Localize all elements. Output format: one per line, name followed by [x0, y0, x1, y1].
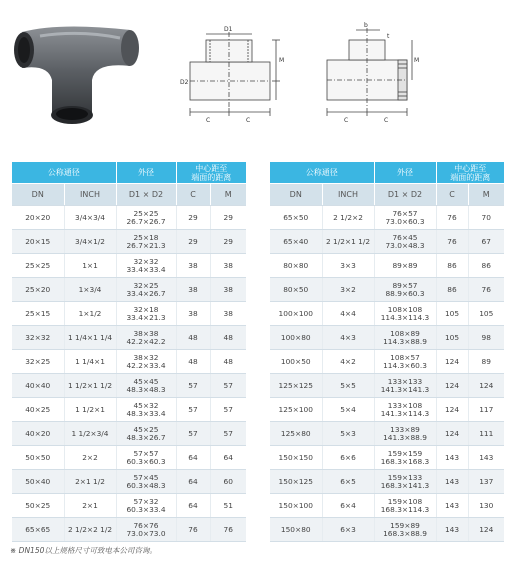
- cell-d1-value: 159×108: [387, 496, 423, 506]
- subheader-dn: DN: [270, 184, 322, 206]
- cell-c: 124: [436, 350, 468, 374]
- table-row: [270, 230, 504, 254]
- table-row: [12, 278, 246, 302]
- cell-m: 70: [468, 206, 504, 230]
- cell-m: 57: [210, 374, 246, 398]
- cell-m: 57: [210, 398, 246, 422]
- cell-d1d2: [374, 398, 436, 422]
- cell-inch: 4×3: [322, 326, 374, 350]
- cell-inch: 2×1 1/2: [64, 470, 116, 494]
- footnote: ※ DN150以上规格尺寸可致电本公司咨询。: [10, 546, 157, 555]
- cell-c: 48: [176, 350, 210, 374]
- cell-c: 143: [436, 470, 468, 494]
- cell-d2-value: 168.3×168.3: [380, 456, 430, 466]
- table-row: [12, 374, 246, 398]
- tee-drawing-butt-weld: [190, 32, 280, 116]
- header-nominal: 公称通径: [270, 162, 374, 184]
- cell-inch: 5×5: [322, 374, 374, 398]
- header-outer: 外径: [374, 162, 436, 184]
- table-row: [270, 254, 504, 278]
- cell-d2-value: 168.3×141.3: [380, 480, 430, 490]
- cell-c: 57: [176, 374, 210, 398]
- cell-m: 86: [468, 254, 504, 278]
- cell-m: 60: [210, 470, 246, 494]
- cell-d2-value: 60.3×60.3: [126, 456, 166, 466]
- cell-d1-value: 32×32: [133, 256, 159, 266]
- cell-m: 117: [468, 398, 504, 422]
- cell-d2-value: 60.3×33.4: [126, 504, 166, 514]
- cell-dn: 50×40: [12, 470, 64, 494]
- cell-c: 86: [436, 278, 468, 302]
- subheader-dn: DN: [12, 184, 64, 206]
- cell-m: 98: [468, 326, 504, 350]
- cell-d1d2: [374, 230, 436, 254]
- cell-inch: 5×3: [322, 422, 374, 446]
- cell-dn: 25×20: [12, 278, 64, 302]
- cell-inch: 1 1/2×1: [64, 398, 116, 422]
- cell-d1-value: 133×89: [390, 424, 420, 434]
- cell-d1-value: 133×108: [387, 400, 423, 410]
- table-row: [12, 422, 246, 446]
- cell-inch: 1 1/4×1 1/4: [64, 326, 116, 350]
- cell-m: 51: [210, 494, 246, 518]
- cell-dn: 80×80: [270, 254, 322, 278]
- cell-dn: 20×20: [12, 206, 64, 230]
- cell-d2-value: 33.4×21.3: [126, 312, 166, 322]
- header-center-line1: 中心距至: [454, 163, 487, 173]
- cell-dn: 40×25: [12, 398, 64, 422]
- cell-inch: 2×2: [64, 446, 116, 470]
- cell-inch: 1×3/4: [64, 278, 116, 302]
- subheader-m: M: [210, 184, 246, 206]
- cell-dn: 125×125: [270, 374, 322, 398]
- cell-dn: 100×100: [270, 302, 322, 326]
- cell-c: 76: [436, 230, 468, 254]
- table-row: [12, 254, 246, 278]
- cell-d2-value: 42.2×42.2: [126, 336, 166, 346]
- cell-inch: 4×4: [322, 302, 374, 326]
- cell-dn: 32×25: [12, 350, 64, 374]
- table-row: [270, 302, 504, 326]
- cell-d1d2: [116, 470, 176, 494]
- cell-d1d2: [374, 326, 436, 350]
- cell-d2-value: 42.2×33.4: [126, 360, 166, 370]
- cell-inch: 1×1: [64, 254, 116, 278]
- cell-d1-value: 25×18: [133, 232, 159, 242]
- label-m-thread: M: [414, 57, 420, 64]
- table-row: [270, 518, 504, 542]
- cell-dn: 50×25: [12, 494, 64, 518]
- cell-inch: 1×1/2: [64, 302, 116, 326]
- cell-dn: 125×100: [270, 398, 322, 422]
- cell-d1-value: 45×25: [133, 424, 159, 434]
- table-row: [270, 422, 504, 446]
- cell-d1d2: [116, 494, 176, 518]
- table-row: [12, 518, 246, 542]
- cell-c: 76: [176, 518, 210, 542]
- table-row: [270, 206, 504, 230]
- cell-d1d2: [116, 398, 176, 422]
- cell-m: 130: [468, 494, 504, 518]
- cell-d1d2: [116, 422, 176, 446]
- table-row: [270, 278, 504, 302]
- cell-inch: 6×3: [322, 518, 374, 542]
- cell-d2-value: 168.3×114.3: [380, 504, 430, 514]
- cell-d1-value: 89×89: [392, 260, 418, 270]
- cell-m: 76: [468, 278, 504, 302]
- cell-d1d2: [374, 470, 436, 494]
- label-c-left: C: [206, 117, 211, 124]
- cell-m: 29: [210, 230, 246, 254]
- cell-inch: 5×4: [322, 398, 374, 422]
- cell-d1d2: [116, 278, 176, 302]
- table-row: [12, 398, 246, 422]
- size-table-right: [270, 162, 504, 542]
- cell-c: 38: [176, 302, 210, 326]
- cell-d1d2: [116, 350, 176, 374]
- cell-inch: 6×5: [322, 470, 374, 494]
- table-row: [12, 326, 246, 350]
- cell-d1d2: [374, 518, 436, 542]
- cell-c: 105: [436, 302, 468, 326]
- cell-inch: 1 1/2×3/4: [64, 422, 116, 446]
- table-row: [270, 446, 504, 470]
- cell-d2-value: 48.3×26.7: [126, 432, 166, 442]
- cell-dn: 25×25: [12, 254, 64, 278]
- subheader-d1d2: D1 × D2: [116, 184, 176, 206]
- cell-d1d2: [116, 518, 176, 542]
- cell-m: 89: [468, 350, 504, 374]
- label-c-thread-right: C: [384, 117, 389, 124]
- cell-d1d2: [116, 230, 176, 254]
- cell-c: 143: [436, 446, 468, 470]
- cell-m: 48: [210, 326, 246, 350]
- cell-c: 105: [436, 326, 468, 350]
- cell-d2-value: 26.7×26.7: [126, 216, 166, 226]
- table-row: [12, 302, 246, 326]
- cell-m: 111: [468, 422, 504, 446]
- cell-d2-value: 48.3×48.3: [126, 384, 166, 394]
- cell-dn: 65×65: [12, 518, 64, 542]
- header-center-line2: 端面的距离: [450, 172, 491, 182]
- cell-d2-value: 48.3×33.4: [126, 408, 166, 418]
- subheader-inch: INCH: [64, 184, 116, 206]
- label-t: t: [387, 33, 390, 40]
- cell-inch: 3/4×3/4: [64, 206, 116, 230]
- cell-inch: 1 1/2×1 1/2: [64, 374, 116, 398]
- subheader-d1d2: D1 × D2: [374, 184, 436, 206]
- cell-inch: 4×2: [322, 350, 374, 374]
- cell-d2-value: 73.0×60.3: [385, 216, 425, 226]
- cell-c: 57: [176, 422, 210, 446]
- cell-d1d2: [374, 206, 436, 230]
- cell-c: 57: [176, 398, 210, 422]
- cell-d2-value: 168.3×88.9: [383, 528, 427, 538]
- cell-c: 64: [176, 470, 210, 494]
- cell-d1d2: [374, 422, 436, 446]
- cell-d1-value: 89×57: [392, 280, 418, 290]
- cell-c: 124: [436, 422, 468, 446]
- cell-dn: 40×40: [12, 374, 64, 398]
- cell-inch: 2 1/2×2: [322, 206, 374, 230]
- cell-d2-value: 141.3×114.3: [380, 408, 430, 418]
- label-d1: D1: [224, 26, 233, 33]
- cell-c: 48: [176, 326, 210, 350]
- cell-m: 38: [210, 254, 246, 278]
- cell-dn: 150×125: [270, 470, 322, 494]
- cell-inch: 3×2: [322, 278, 374, 302]
- cell-d1d2: [374, 494, 436, 518]
- table-row: [270, 494, 504, 518]
- cell-inch: 2 1/2×2 1/2: [64, 518, 116, 542]
- cell-d1d2: [374, 350, 436, 374]
- label-m: M: [279, 57, 285, 64]
- cell-d1d2: [374, 302, 436, 326]
- cell-dn: 40×20: [12, 422, 64, 446]
- cell-d1-value: 38×38: [133, 328, 159, 338]
- table-row: [270, 326, 504, 350]
- figures-area: [0, 0, 514, 150]
- cell-d1-value: 57×57: [133, 448, 159, 458]
- label-b: b: [364, 22, 368, 29]
- cell-dn: 125×80: [270, 422, 322, 446]
- cell-m: 64: [210, 446, 246, 470]
- cell-m: 48: [210, 350, 246, 374]
- cell-dn: 25×15: [12, 302, 64, 326]
- cell-d1d2: [116, 302, 176, 326]
- cell-c: 143: [436, 518, 468, 542]
- subheader-c: C: [436, 184, 468, 206]
- cell-inch: 6×4: [322, 494, 374, 518]
- header-center: [176, 162, 246, 184]
- cell-m: 143: [468, 446, 504, 470]
- header-center: [436, 162, 504, 184]
- cell-dn: 150×100: [270, 494, 322, 518]
- cell-dn: 150×150: [270, 446, 322, 470]
- cell-d1-value: 57×32: [133, 496, 159, 506]
- cell-d1-value: 76×57: [392, 208, 418, 218]
- table-row: [270, 374, 504, 398]
- cell-m: 105: [468, 302, 504, 326]
- cell-d1d2: [116, 374, 176, 398]
- cell-d1-value: 108×89: [390, 328, 420, 338]
- cell-m: 137: [468, 470, 504, 494]
- label-d2: D2: [180, 79, 189, 86]
- cell-d1d2: [374, 374, 436, 398]
- cell-c: 64: [176, 494, 210, 518]
- header-outer: 外径: [116, 162, 176, 184]
- cell-c: 38: [176, 254, 210, 278]
- size-table-left: [12, 162, 246, 542]
- cell-d1d2: [374, 254, 436, 278]
- cell-dn: 20×15: [12, 230, 64, 254]
- cell-d2-value: 88.9×60.3: [385, 288, 425, 298]
- subheader-m: M: [468, 184, 504, 206]
- cell-m: 29: [210, 206, 246, 230]
- cell-d2-value: 141.3×141.3: [380, 384, 430, 394]
- cell-d2-value: 73.0×73.0: [126, 528, 166, 538]
- cell-inch: 1 1/4×1: [64, 350, 116, 374]
- cell-m: 67: [468, 230, 504, 254]
- cell-d2-value: 114.3×114.3: [380, 312, 430, 322]
- cell-m: 57: [210, 422, 246, 446]
- cell-d1-value: 76×76: [133, 520, 159, 530]
- cell-c: 29: [176, 230, 210, 254]
- cell-dn: 80×50: [270, 278, 322, 302]
- subheader-c: C: [176, 184, 210, 206]
- table-row: [12, 494, 246, 518]
- cell-d2-value: 114.3×88.9: [383, 336, 427, 346]
- label-c-right: C: [246, 117, 251, 124]
- cell-c: 64: [176, 446, 210, 470]
- cell-d2-value: 33.4×33.4: [126, 264, 166, 274]
- cell-dn: 100×50: [270, 350, 322, 374]
- cell-m: 38: [210, 302, 246, 326]
- cell-dn: 32×32: [12, 326, 64, 350]
- cell-d1-value: 32×25: [133, 280, 159, 290]
- cell-d1d2: [374, 278, 436, 302]
- cell-d1d2: [374, 446, 436, 470]
- cell-c: 124: [436, 374, 468, 398]
- cell-d2-value: 73.0×48.3: [385, 240, 425, 250]
- tee-drawing-threaded: [327, 28, 412, 116]
- cell-c: 124: [436, 398, 468, 422]
- cell-d1-value: 45×45: [133, 376, 159, 386]
- table-row: [12, 446, 246, 470]
- cell-inch: 3/4×1/2: [64, 230, 116, 254]
- cell-m: 76: [210, 518, 246, 542]
- cell-dn: 50×50: [12, 446, 64, 470]
- cell-c: 76: [436, 206, 468, 230]
- cell-c: 38: [176, 278, 210, 302]
- cell-d1-value: 108×108: [387, 304, 423, 314]
- table-row: [12, 206, 246, 230]
- subheader-inch: INCH: [322, 184, 374, 206]
- table-row: [270, 470, 504, 494]
- cell-d1d2: [116, 326, 176, 350]
- cell-d1-value: 57×45: [133, 472, 159, 482]
- header-center-line1: 中心距至: [195, 163, 228, 173]
- cell-d2-value: 114.3×60.3: [383, 360, 427, 370]
- cell-d1-value: 25×25: [133, 208, 159, 218]
- cell-d1-value: 108×57: [390, 352, 420, 362]
- cell-m: 124: [468, 374, 504, 398]
- cell-d1-value: 159×159: [387, 448, 423, 458]
- cell-dn: 65×50: [270, 206, 322, 230]
- cell-c: 143: [436, 494, 468, 518]
- cell-c: 86: [436, 254, 468, 278]
- label-c-thread-left: C: [344, 117, 349, 124]
- cell-d1-value: 133×133: [387, 376, 423, 386]
- cell-dn: 150×80: [270, 518, 322, 542]
- table-row: [270, 398, 504, 422]
- cell-inch: 6×6: [322, 446, 374, 470]
- cell-inch: 2×1: [64, 494, 116, 518]
- table-row: [12, 350, 246, 374]
- table-row: [270, 350, 504, 374]
- cell-d1-value: 38×32: [133, 352, 159, 362]
- table-row: [12, 230, 246, 254]
- tee-fitting-photo: [14, 26, 139, 124]
- cell-inch: 3×3: [322, 254, 374, 278]
- table-row: [12, 470, 246, 494]
- cell-d2-value: 26.7×21.3: [126, 240, 166, 250]
- cell-m: 124: [468, 518, 504, 542]
- cell-d1-value: 76×45: [392, 232, 418, 242]
- cell-m: 38: [210, 278, 246, 302]
- cell-c: 29: [176, 206, 210, 230]
- cell-d1d2: [116, 206, 176, 230]
- cell-d1-value: 45×32: [133, 400, 159, 410]
- cell-d1-value: 159×133: [387, 472, 423, 482]
- cell-d1d2: [116, 254, 176, 278]
- header-center-line2: 端面的距离: [191, 172, 232, 182]
- cell-d2-value: 33.4×26.7: [126, 288, 166, 298]
- cell-d2-value: 60.3×48.3: [126, 480, 166, 490]
- cell-d1-value: 159×89: [390, 520, 420, 530]
- cell-dn: 65×40: [270, 230, 322, 254]
- cell-dn: 100×80: [270, 326, 322, 350]
- cell-d1d2: [116, 446, 176, 470]
- cell-d1-value: 32×18: [133, 304, 159, 314]
- header-nominal: 公称通径: [12, 162, 116, 184]
- cell-d2-value: 141.3×88.9: [383, 432, 427, 442]
- cell-inch: 2 1/2×1 1/2: [322, 230, 374, 254]
